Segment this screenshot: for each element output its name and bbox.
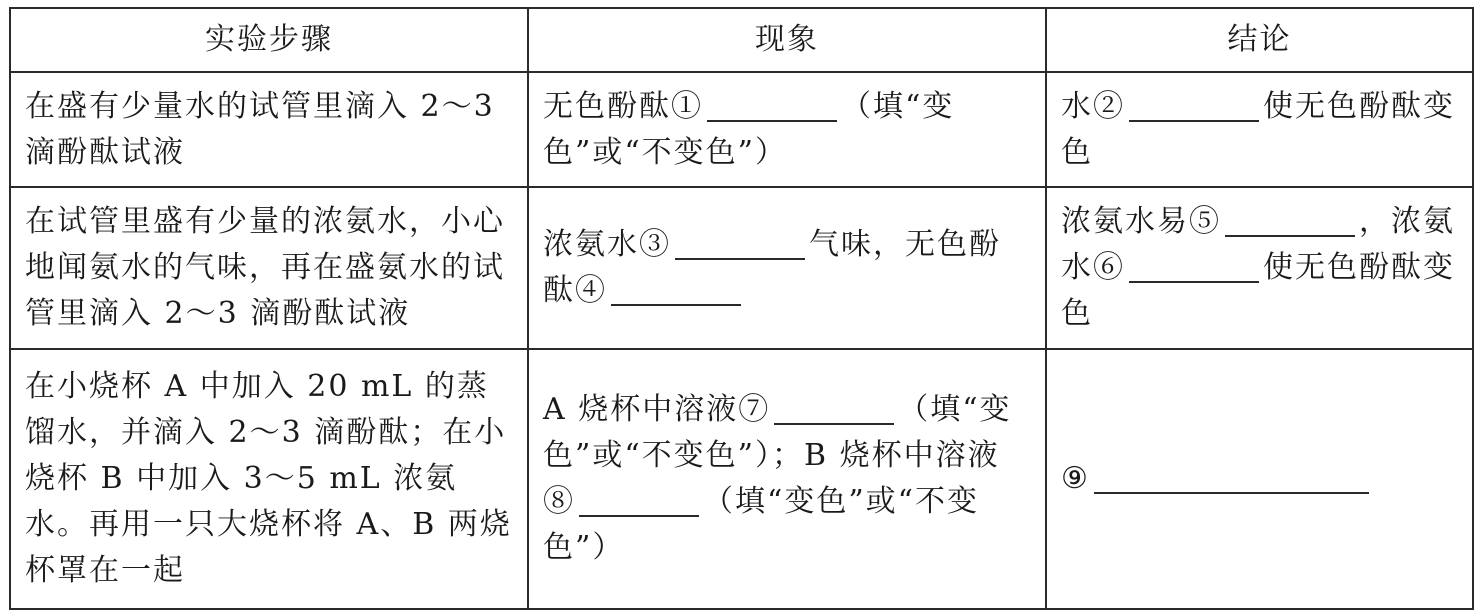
phenomenon-text: （填“变色”或“不变色”） — [543, 88, 955, 170]
table-header-row — [10, 8, 1473, 72]
conclusion-text: ⑨ — [1061, 461, 1090, 496]
table-row — [10, 187, 1473, 349]
answer-blank-4[interactable] — [611, 270, 741, 306]
phenomenon-cell — [528, 349, 1046, 609]
conclusion-text: 水② — [1061, 88, 1125, 124]
table-row — [10, 349, 1473, 609]
step-cell: 在小烧杯 A 中加入 20 mL 的蒸馏水，并滴入 2～3 滴酚酞；在小烧杯 B 中加入 3～5 mL 浓氨水。再用一只大烧杯将 A、B 两烧杯罩在一起 — [10, 349, 528, 609]
phenomenon-text: 无色酚酞① — [543, 88, 703, 124]
answer-blank-1[interactable] — [707, 86, 837, 122]
phenomenon-cell — [528, 187, 1046, 349]
step-cell: 在试管里盛有少量的浓氨水，小心地闻氨水的气味，再在盛氨水的试管里滴入 2～3 滴酚酞试液 — [10, 187, 528, 349]
phenomenon-cell — [528, 72, 1046, 187]
phenomenon-text: 浓氨水③ — [543, 227, 671, 262]
conclusion-text: ，浓氨水⑥ — [1061, 204, 1455, 285]
header-steps: 实验步骤 — [10, 8, 528, 72]
phenomenon-text: 气味，无色酚酞④ — [543, 227, 1001, 308]
conclusion-cell — [1046, 349, 1473, 609]
answer-blank-8[interactable] — [579, 481, 699, 517]
conclusion-text: 使无色酚酞变色 — [1061, 250, 1455, 331]
answer-blank-2[interactable] — [1129, 86, 1259, 122]
answer-blank-6[interactable] — [1129, 247, 1259, 283]
phenomenon-text: A 烧杯中溶液⑦ — [543, 392, 771, 427]
step-cell: 在盛有少量水的试管里滴入 2～3 滴酚酞试液 — [10, 72, 528, 187]
answer-blank-5[interactable] — [1225, 201, 1355, 237]
table-row — [10, 72, 1473, 187]
answer-blank-3[interactable] — [675, 224, 805, 260]
conclusion-text: 使无色酚酞变色 — [1061, 88, 1455, 170]
conclusion-text: 浓氨水易⑤ — [1061, 204, 1221, 239]
conclusion-cell — [1046, 72, 1473, 187]
phenomenon-text: （填“变色”或“不变色”） — [543, 484, 980, 565]
header-conclusion: 结论 — [1046, 8, 1473, 72]
conclusion-cell — [1046, 187, 1473, 349]
experiment-table — [9, 7, 1474, 610]
header-phenomenon: 现象 — [528, 8, 1046, 72]
answer-blank-7[interactable] — [774, 389, 894, 425]
phenomenon-text: （填“变色”或“不变色”）；B 烧杯中溶液⑧ — [543, 392, 1012, 519]
answer-blank-9[interactable] — [1094, 458, 1369, 494]
